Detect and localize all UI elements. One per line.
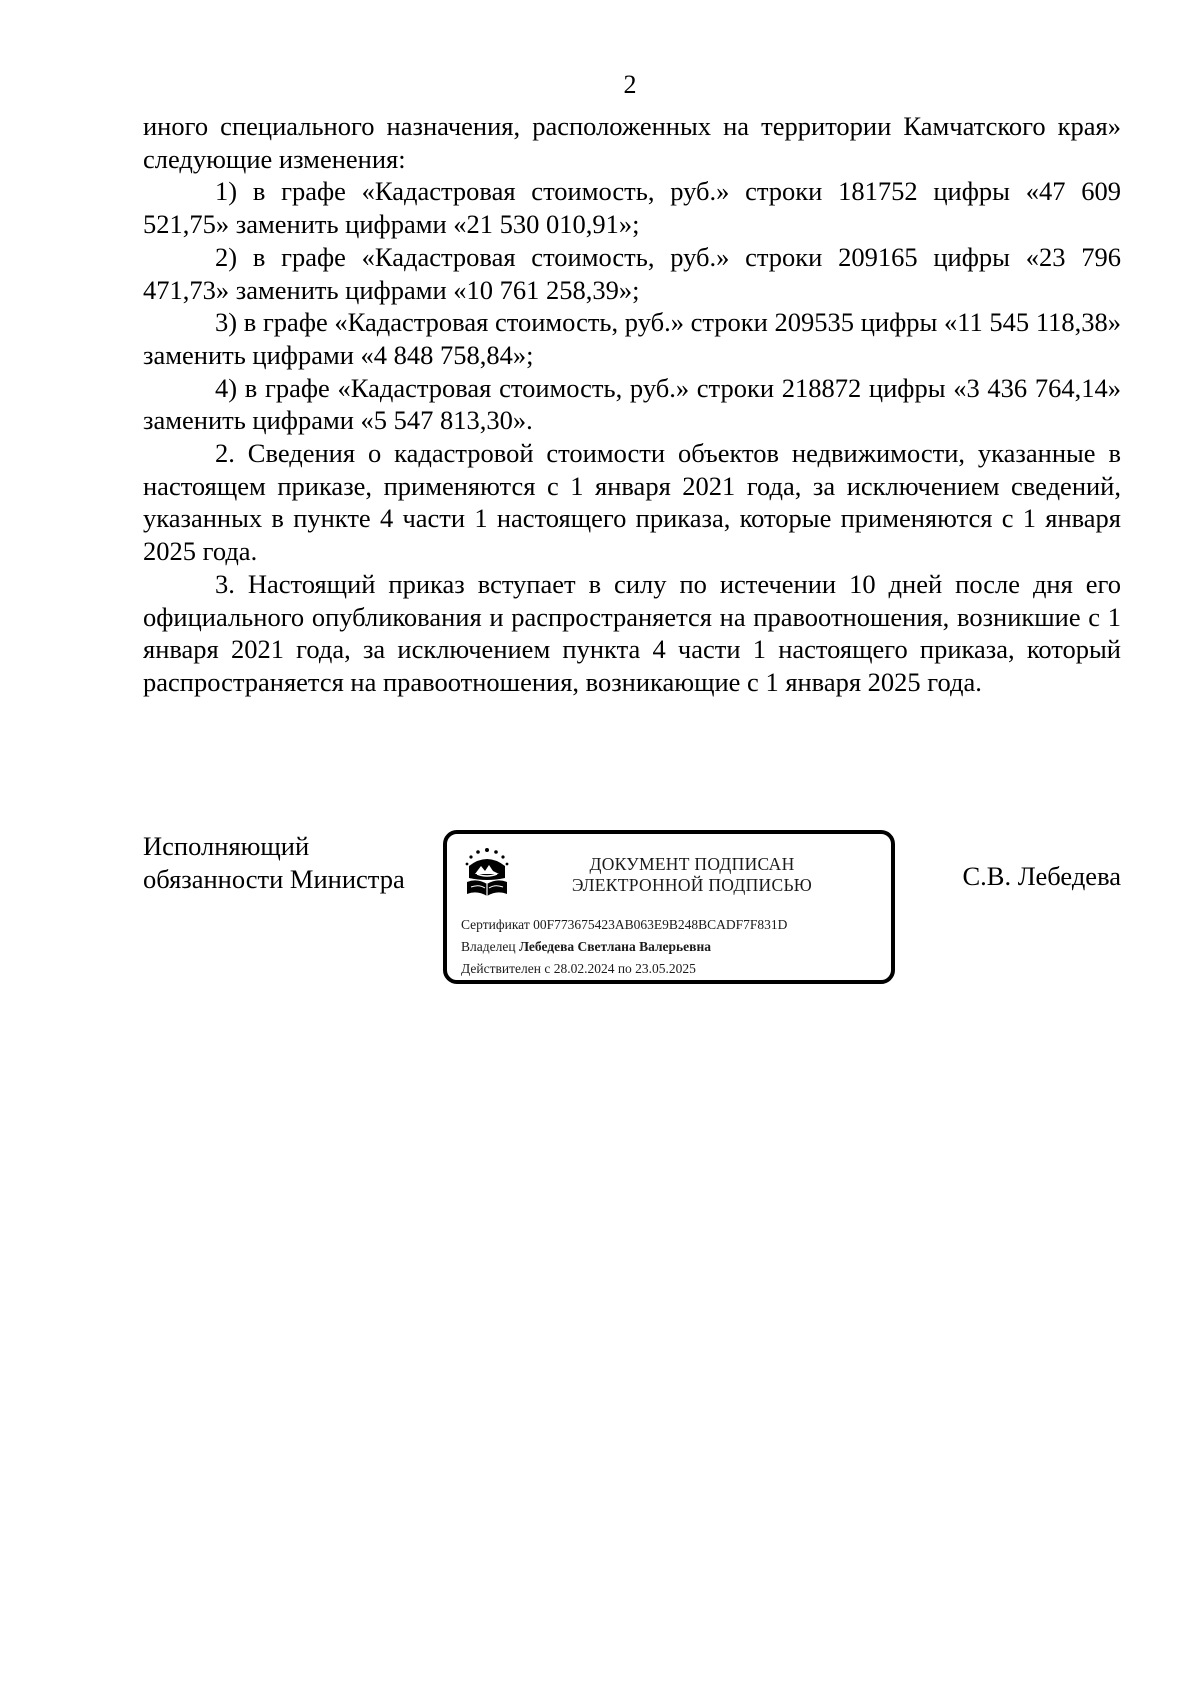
- stamp-heading-line-1: ДОКУМЕНТ ПОДПИСАН: [589, 854, 795, 874]
- certificate-number: 00F773675423AB063E9B248BCADF7F831D: [533, 917, 788, 932]
- owner-label: Владелец: [461, 939, 516, 954]
- signer-position-line-2: обязанности Министра: [143, 863, 405, 894]
- electronic-signature-stamp: [443, 830, 895, 984]
- valid-from-label: с: [544, 961, 551, 976]
- certificate-line: [461, 914, 886, 936]
- paragraph-item-2: 2) в графе «Кадастровая стоимость, руб.» строки 209165 цифры «23 796 471,73» заменить цифрами «10 761 258,39»;: [143, 241, 1121, 305]
- paragraph-item-3: 3) в графе «Кадастровая стоимость, руб.» строки 209535 цифры «11 545 118,38» заменить цифрами «4 848 758,84»;: [143, 307, 1121, 370]
- coat-of-arms-icon: [461, 844, 513, 900]
- paragraph-section-2: 2. Сведения о кадастровой стоимости объектов недвижимости, указанные в настоящем приказе, применяются с 1 января 2021 года, за исключением сведений, указанных в пункте 4 части 1 настоящего приказа, которые применяются с 1 января 2025 года.: [143, 438, 1121, 567]
- paragraph-item-1: 1) в графе «Кадастровая стоимость, руб.» строки 181752 цифры «47 609 521,75» заменить цифрами «21 530 010,91»;: [143, 176, 1121, 240]
- document-body: [143, 110, 1121, 699]
- certificate-label: Сертификат: [461, 917, 530, 932]
- valid-from-date: 28.02.2024: [553, 961, 615, 976]
- signer-position: [143, 830, 433, 895]
- paragraph-section-3: 3. Настоящий приказ вступает в силу по истечении 10 дней после дня его официального опубликования и распространяется на правоотношения, возникшие с 1 января 2021 года, за исключением пункта 4 части 1 настоящего приказа, который распространяется на правоотношения, возникающие с 1 января 2025 года.: [143, 568, 1121, 697]
- stamp-heading: [527, 854, 857, 896]
- signer-position-line-1: Исполняющий: [143, 831, 310, 861]
- paragraph-item-4: 4) в графе «Кадастровая стоимость, руб.» строки 218872 цифры «3 436 764,14» заменить цифрами «5 547 813,30».: [143, 372, 1121, 436]
- signer-name: С.В. Лебедева: [962, 861, 1121, 891]
- owner-line: [461, 936, 886, 958]
- stamp-heading-line-2: ЭЛЕКТРОННОЙ ПОДПИСЬЮ: [571, 875, 813, 895]
- valid-to-date: 23.05.2025: [635, 961, 696, 976]
- paragraph-continuation: иного специального назначения, расположенных на территории Камчатского края» следующие изменения:: [143, 111, 1121, 174]
- stamp-details: [461, 914, 886, 980]
- page-number: 2: [623, 70, 637, 99]
- validity-line: [461, 958, 886, 980]
- owner-name: Лебедева Светлана Валерьевна: [518, 939, 711, 954]
- valid-label: Действителен: [461, 961, 541, 976]
- valid-to-label: по: [617, 961, 632, 976]
- signature-block: [143, 830, 1121, 1000]
